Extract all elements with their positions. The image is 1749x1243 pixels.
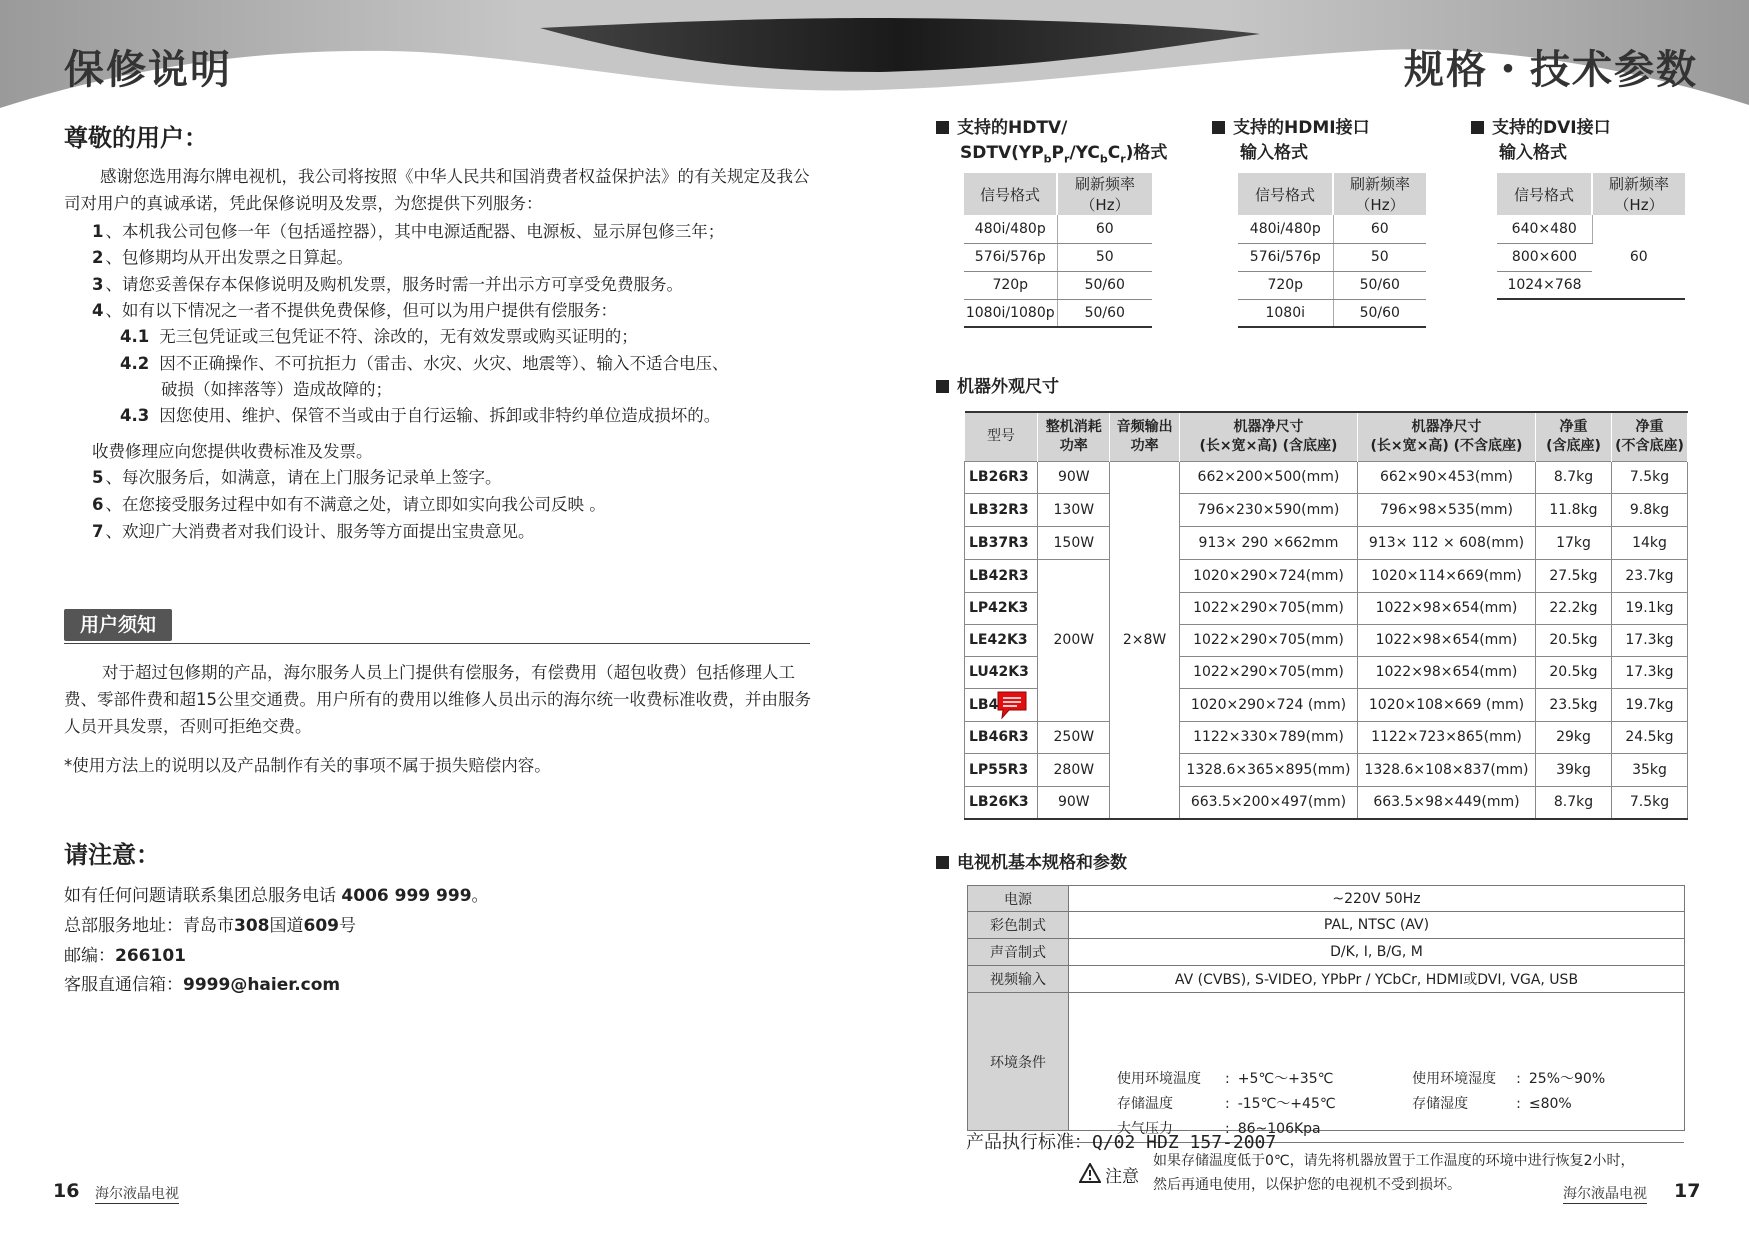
dimensions-heading: 机器外观尺寸 <box>936 375 1059 400</box>
col-header: 信号格式 <box>1497 173 1592 215</box>
table-cell: 35kg <box>1611 753 1687 786</box>
table-cell: LB26R3 <box>965 461 1038 493</box>
warranty-subitem-4-2: 4.2 因不正确操作、不可抗拒力（雷击、水灾、火灾、地震等）、输入不适合电压、 <box>120 354 729 373</box>
table-cell: 1020×290×724(mm) <box>1179 559 1357 592</box>
page-number-left: 16 <box>53 1180 80 1202</box>
table-cell: 39kg <box>1535 753 1611 786</box>
table-cell: 90W <box>1038 786 1110 819</box>
col-header: 净重 (含底座) <box>1535 412 1611 461</box>
col-header: 型号 <box>965 412 1038 461</box>
table-cell: 150W <box>1038 526 1110 559</box>
table-cell: 20.5kg <box>1535 656 1611 688</box>
hdmi-format-table <box>1238 173 1426 328</box>
greeting-heading: 尊敬的用户： <box>64 124 208 152</box>
bullet-square-icon <box>936 856 949 869</box>
table-row <box>965 786 1688 819</box>
table-cell: LB46R3 <box>965 721 1038 753</box>
table-cell: 1020×114×669(mm) <box>1357 559 1535 592</box>
table-cell: 14kg <box>1611 526 1687 559</box>
table-cell: 29kg <box>1535 721 1611 753</box>
table-cell: 7.5kg <box>1611 461 1687 493</box>
table-cell: LB4 <box>965 688 1038 721</box>
table-cell: 720p <box>1238 271 1333 299</box>
table-cell: 27.5kg <box>1535 559 1611 592</box>
warranty-item-6: 6 、在您接受服务过程中如有不满意之处，请立即如实向我公司反映 。 <box>92 495 606 514</box>
table-cell: LP55R3 <box>965 753 1038 786</box>
table-cell: 20.5kg <box>1535 624 1611 656</box>
env-line: 使用环境温度 : +5℃～+35℃ 使用环境湿度 : 25%～90% <box>1117 1070 1606 1087</box>
table-cell: 8.7kg <box>1535 786 1611 819</box>
table-cell: 1020×108×669 (mm) <box>1357 688 1535 721</box>
table-cell: LB42R3 <box>965 559 1038 592</box>
table-cell: 9.8kg <box>1611 493 1687 526</box>
table-cell: 50/60 <box>1333 271 1426 299</box>
table-cell: 720p <box>964 271 1057 299</box>
dvi-section-heading: 支持的DVI接口 输入格式 <box>1471 116 1611 166</box>
disclaimer: *使用方法上的说明以及产品制作有关的事项不属于损失赔偿内容。 <box>64 756 551 775</box>
spec-value: PAL, NTSC (AV) <box>1069 912 1685 939</box>
notice-paragraph: 对于超过包修期的产品，海尔服务人员上门提供有偿服务，有偿费用（超包收费）包括修理人工费、零部件费和超15公里交通费。用户所有的费用以维修人员出示的海尔统一收费标准收费，并由服务人员开具发票，否则可拒绝交费。 <box>64 663 811 736</box>
table-cell: 50 <box>1057 243 1152 271</box>
bullet-square-icon <box>1212 121 1225 134</box>
caution-label: 注意 <box>1105 1166 1139 1187</box>
table-cell: 1022×290×705(mm) <box>1179 656 1357 688</box>
hdtv-format-table <box>964 173 1152 328</box>
caution-text-line-2: 然后再通电使用，以保护您的电视机不受到损坏。 <box>1153 1176 1461 1193</box>
table-cell: 17.3kg <box>1611 624 1687 656</box>
warranty-subitem-4-3: 4.3 因您使用、维护、保管不当或由于自行运输、拆卸或非特约单位造成损坏的。 <box>120 406 721 425</box>
attention-heading: 请注意： <box>64 841 160 869</box>
spec-value: D/K, I, B/G, M <box>1069 939 1685 966</box>
dvi-format-table <box>1497 173 1685 300</box>
table-cell: 1328.6×108×837(mm) <box>1357 753 1535 786</box>
table-cell: 662×90×453(mm) <box>1357 461 1535 493</box>
table-row <box>965 461 1688 493</box>
hdmi-section-heading: 支持的HDMI接口 输入格式 <box>1212 116 1370 166</box>
table-cell: 23.7kg <box>1611 559 1687 592</box>
table-cell: LB32R3 <box>965 493 1038 526</box>
table-cell: 90W <box>1038 461 1110 493</box>
table-cell: 17.3kg <box>1611 656 1687 688</box>
spec-label: 电源 <box>968 886 1069 912</box>
table-cell: 913× 290 ×662mm <box>1179 526 1357 559</box>
contact-email: 客服直通信箱：9999@haier.com <box>64 975 341 995</box>
fee-line: 收费修理应向您提供收费标准及发票。 <box>92 442 373 461</box>
col-header: 机器净尺寸 (长×宽×高) (不含底座) <box>1357 412 1535 461</box>
table-cell: LE42K3 <box>965 624 1038 656</box>
notice-divider <box>64 643 810 644</box>
table-cell: 480i/480p <box>1238 215 1333 243</box>
spec-value: AV (CVBS), S-VIDEO, YPbPr / YCbCr, HDMI或DVI, VGA, USB <box>1069 966 1685 993</box>
dimensions-table <box>964 411 1688 820</box>
table-cell: 640×480 <box>1497 215 1592 243</box>
page-number-right: 17 <box>1674 1180 1701 1202</box>
col-header: 刷新频率 （Hz） <box>1057 173 1152 215</box>
bullet-square-icon <box>936 380 949 393</box>
table-cell: 1022×98×654(mm) <box>1357 592 1535 624</box>
table-cell: LP42K3 <box>965 592 1038 624</box>
table-cell: 50/60 <box>1057 299 1152 327</box>
table-cell: 250W <box>1038 721 1110 753</box>
env-line: 存储温度 : -15℃～+45℃ 存储湿度 : ≤80% <box>1117 1095 1572 1112</box>
table-cell: 60 <box>1592 215 1685 299</box>
warranty-item-3: 3 、请您妥善保存本保修说明及购机发票，服务时需一并出示方可享受免费服务。 <box>92 275 683 294</box>
table-cell: 17kg <box>1535 526 1611 559</box>
warranty-item-4: 4 、如有以下情况之一者不提供免费保修，但可以为用户提供有偿服务： <box>92 301 617 320</box>
table-cell: 796×98×535(mm) <box>1357 493 1535 526</box>
table-cell: 22.2kg <box>1535 592 1611 624</box>
table-cell: 11.8kg <box>1535 493 1611 526</box>
warranty-item-1: 1 、本机我公司包修一年（包括遥控器），其中电源适配器、电源板、显示屏包修三年； <box>92 222 725 241</box>
table-cell: 1022×290×705(mm) <box>1179 624 1357 656</box>
table-cell: LU42K3 <box>965 656 1038 688</box>
table-cell: 663.5×200×497(mm) <box>1179 786 1357 819</box>
table-cell: 50/60 <box>1057 271 1152 299</box>
table-cell: 1080i/1080p <box>964 299 1057 327</box>
table-cell: 1022×98×654(mm) <box>1357 656 1535 688</box>
table-cell: 60 <box>1057 215 1152 243</box>
table-cell: 913× 112 × 608(mm) <box>1357 526 1535 559</box>
warranty-subitem-4-1: 4.1 无三包凭证或三包凭证不符、涂改的，无有效发票或购买证明的； <box>120 327 638 346</box>
table-cell: 1022×290×705(mm) <box>1179 592 1357 624</box>
table-cell: 1328.6×365×895(mm) <box>1179 753 1357 786</box>
footer-brand-left: 海尔液晶电视 <box>95 1183 179 1204</box>
contact-postcode: 邮编：266101 <box>64 946 186 966</box>
spec-label: 视频输入 <box>968 966 1069 993</box>
table-cell: LB37R3 <box>965 526 1038 559</box>
table-row <box>965 493 1688 526</box>
table-cell: 130W <box>1038 493 1110 526</box>
table-cell: 200W <box>1038 559 1110 721</box>
col-header: 刷新频率 （Hz） <box>1333 173 1426 215</box>
hdtv-section-heading: 支持的HDTV/ $SDTV(YP_bP_r/YC_bC_r)$格式 <box>936 116 1167 171</box>
col-header: 机器净尺寸 (长×宽×高) (含底座) <box>1179 412 1357 461</box>
col-header: 音频输出 功率 <box>1110 412 1180 461</box>
table-cell: 19.1kg <box>1611 592 1687 624</box>
table-cell: 8.7kg <box>1535 461 1611 493</box>
table-cell: 1024×768 <box>1497 271 1592 299</box>
col-header: 信号格式 <box>1238 173 1333 215</box>
table-cell: 1022×98×654(mm) <box>1357 624 1535 656</box>
contact-phone: 如有任何问题请联系集团总服务电话 4006 999 999。 <box>64 886 489 906</box>
warranty-subitem-4-2-cont: 破损（如摔落等）造成故障的； <box>161 380 392 399</box>
table-cell: 1122×723×865(mm) <box>1357 721 1535 753</box>
table-cell: 576i/576p <box>1238 243 1333 271</box>
table-row <box>965 753 1688 786</box>
warranty-item-7: 7 、欢迎广大消费者对我们设计、服务等方面提出宝贵意见。 <box>92 522 535 541</box>
table-cell: 280W <box>1038 753 1110 786</box>
table-cell: 24.5kg <box>1611 721 1687 753</box>
spec-heading: 电视机基本规格和参数 <box>936 851 1127 876</box>
bullet-square-icon <box>936 121 949 134</box>
caution-text-line-1: 如果存储温度低于0℃，请先将机器放置于工作温度的环境中进行恢复2小时， <box>1153 1152 1635 1169</box>
table-cell: 800×600 <box>1497 243 1592 271</box>
table-cell: 23.5kg <box>1535 688 1611 721</box>
table-cell: 1122×330×789(mm) <box>1179 721 1357 753</box>
warning-triangle-icon <box>1079 1163 1101 1183</box>
right-page-title: 规格・技术参数 <box>1404 47 1698 93</box>
footer-brand-right: 海尔液晶电视 <box>1563 1183 1647 1204</box>
env-line: 大气压力 : 86~106Kpa <box>1117 1120 1321 1137</box>
col-header: 整机消耗 功率 <box>1038 412 1110 461</box>
product-standard: 产品执行标准：Q/02 HDZ 157-2007 <box>966 1132 1277 1153</box>
intro-paragraph: 感谢您选用海尔牌电视机，我公司将按照《中华人民共和国消费者权益保护法》的有关规定及我公司对用户的真诚承诺，凭此保修说明及发票，为您提供下列服务： <box>64 167 810 213</box>
table-cell: 480i/480p <box>964 215 1057 243</box>
table-cell: 60 <box>1333 215 1426 243</box>
table-cell: 50 <box>1333 243 1426 271</box>
table-cell: LB26K3 <box>965 786 1038 819</box>
table-cell: 7.5kg <box>1611 786 1687 819</box>
col-header: 信号格式 <box>964 173 1057 215</box>
user-notice-badge: 用户须知 <box>64 609 172 641</box>
table-row <box>965 721 1688 753</box>
table-cell: 662×200×500(mm) <box>1179 461 1357 493</box>
table-cell: 50/60 <box>1333 299 1426 327</box>
spec-value: ~220V 50Hz <box>1069 886 1685 912</box>
spec-label: 环境条件 <box>968 993 1069 1131</box>
warranty-item-2: 2 、包修期均从开出发票之日算起。 <box>92 248 353 267</box>
contact-address: 总部服务地址：青岛市308国道609号 <box>64 916 356 936</box>
table-cell: 19.7kg <box>1611 688 1687 721</box>
table-cell: 1020×290×724 (mm) <box>1179 688 1357 721</box>
table-cell: 796×230×590(mm) <box>1179 493 1357 526</box>
bullet-square-icon <box>1471 121 1484 134</box>
table-cell: 1080i <box>1238 299 1333 327</box>
table-row <box>965 526 1688 559</box>
table-cell: 2×8W <box>1110 461 1180 819</box>
spec-label: 彩色制式 <box>968 912 1069 939</box>
comment-icon[interactable] <box>995 689 1029 721</box>
table-row <box>965 559 1688 592</box>
spec-label: 声音制式 <box>968 939 1069 966</box>
table-cell: 663.5×98×449(mm) <box>1357 786 1535 819</box>
col-header: 刷新频率 （Hz） <box>1592 173 1685 215</box>
left-page-title: 保修说明 <box>64 47 232 93</box>
table-cell: 576i/576p <box>964 243 1057 271</box>
col-header: 净重 (不含底座) <box>1611 412 1687 461</box>
warranty-item-5: 5 、每次服务后，如满意，请在上门服务记录单上签字。 <box>92 468 502 487</box>
